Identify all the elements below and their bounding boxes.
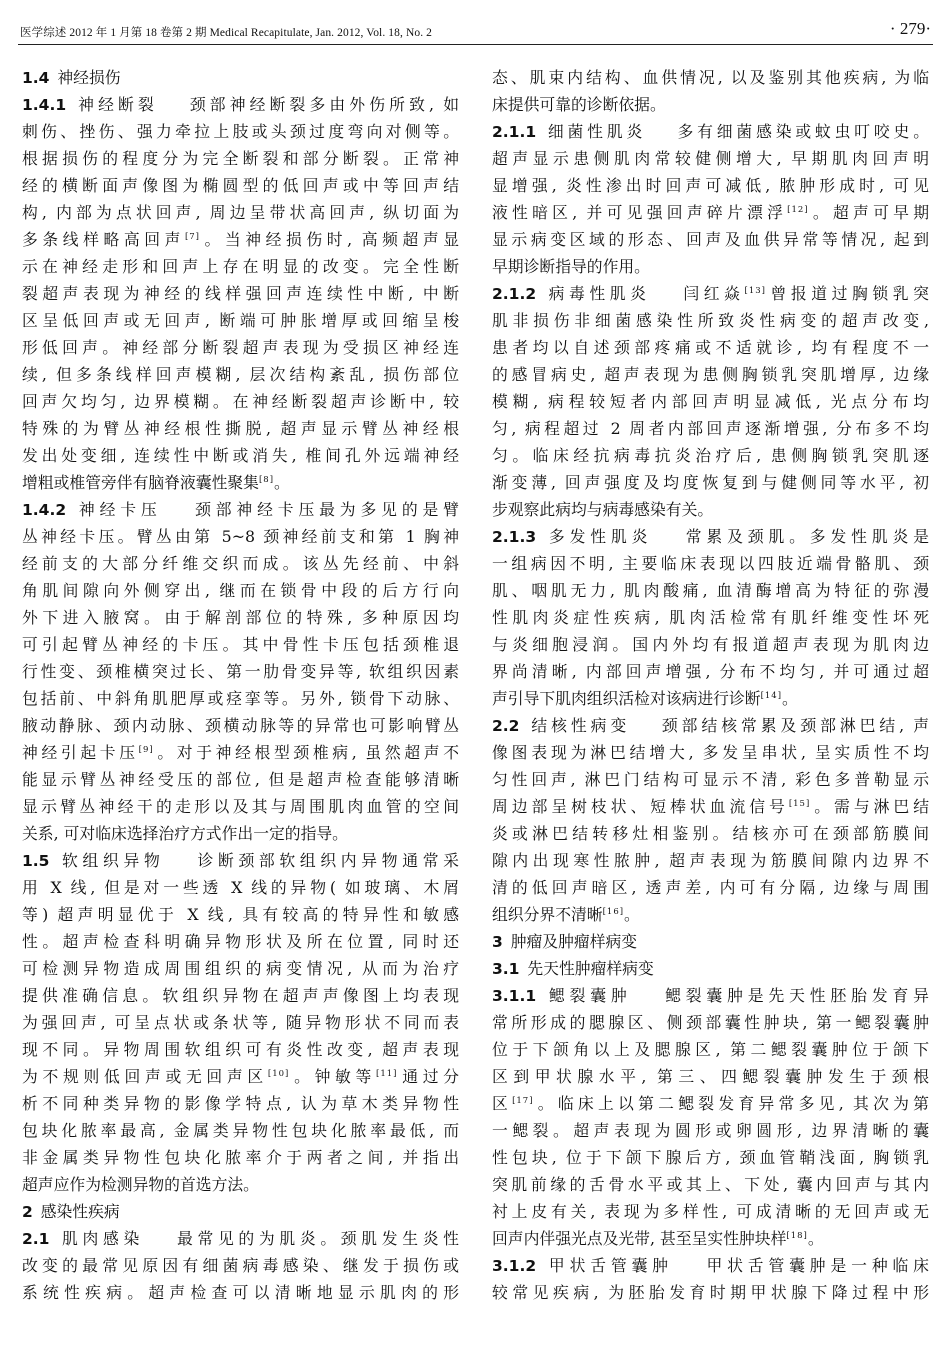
- section-number: 1.5: [22, 852, 50, 870]
- section-number: 1.4.2: [22, 501, 67, 519]
- section-title: 感染性疾病: [40, 1202, 120, 1221]
- text-line: [492, 388, 929, 415]
- text-line: [22, 955, 459, 982]
- text-line: [22, 766, 459, 793]
- text-line: [22, 334, 459, 361]
- text-line: [22, 928, 459, 955]
- body-text: 区: [492, 1094, 513, 1113]
- body-text: 显示臂丛神经干的走形以及其与周围肌肉血管的空间: [22, 797, 459, 816]
- citation-ref: [14]: [760, 691, 783, 701]
- running-header: [18, 18, 933, 45]
- text-line: [492, 496, 929, 523]
- citation-ref: [8]: [258, 475, 275, 485]
- body-text: 经前支的大部分纤维交织而成。该丛先经前、中斜: [22, 554, 459, 573]
- section-number: 2: [22, 1203, 33, 1221]
- body-text: 性包块, 位于下颌下腺后方, 颈血管鞘浅面, 胸锁乳: [492, 1148, 929, 1167]
- body-text: 甲状舌管囊肿是一种临床: [701, 1256, 929, 1275]
- text-line: [22, 604, 459, 631]
- section-number: 1.4: [22, 69, 50, 87]
- body-text: 清的低回声暗区, 透声差, 内可有分隔, 边缘与周围: [492, 878, 929, 897]
- text-line: [22, 442, 459, 469]
- body-text: 的感冒病史, 超声表现为患侧胸锁乳突肌增厚, 边缘: [492, 365, 929, 384]
- body-text: 周边部呈树枝状、短棒状血流信号: [492, 797, 789, 816]
- body-text: 。当神经损伤时, 高频超声显: [199, 230, 459, 249]
- section-number: 1.4.1: [22, 96, 67, 114]
- text-line: [22, 658, 459, 685]
- body-text: 界尚清晰, 内部回声增强, 分布不均匀, 并可通过超: [492, 662, 929, 681]
- body-text: 一鳃裂。超声表现为圆形或卵圆形, 边界清晰的囊: [492, 1121, 929, 1140]
- text-line: [22, 226, 459, 253]
- text-line: [492, 199, 929, 226]
- text-line: [492, 361, 929, 388]
- section-heading-line: [492, 280, 929, 307]
- citation-ref: [15]: [788, 799, 811, 809]
- body-text: 突肌前缘的舌骨水平或其上、下处, 囊内回声与其内: [492, 1175, 929, 1194]
- body-text: 可引起臂丛神经的卡压。其中骨性卡压包括颈椎退: [22, 635, 459, 654]
- body-text: 角肌间隙向外侧穿出, 继而在锁骨中段的后方行向: [22, 581, 459, 600]
- section-title: 肌肉感染: [57, 1229, 144, 1248]
- body-text: 。钟敏等: [289, 1067, 377, 1086]
- body-text: 超声显示患侧肌肉常较健侧增大, 早期肌肉回声明: [492, 149, 929, 168]
- text-line: [492, 847, 929, 874]
- body-text: 组织分界不清晰: [492, 905, 603, 924]
- section-number: 3.1: [492, 960, 520, 978]
- section-heading-line: [22, 91, 459, 118]
- citation-ref: [9]: [138, 745, 154, 755]
- body-text: 患者均以自述颈部疼痛或不适就诊, 均有程度不一: [492, 338, 929, 357]
- section-heading-line: [22, 496, 459, 523]
- body-text: 衬上皮有关, 表现为多样性, 可成清晰的无回声或无: [492, 1202, 929, 1221]
- text-line: [492, 172, 929, 199]
- section-title: 神经断裂: [74, 95, 158, 114]
- section-number: 2.1.2: [492, 285, 537, 303]
- body-text: 改变的最常见原因有细菌病毒感染、继发于损伤或: [22, 1256, 459, 1275]
- text-line: [492, 793, 929, 820]
- body-text: 回声欠均匀, 边界模糊。在神经断裂超声诊断中, 较: [22, 392, 459, 411]
- body-text: 床提供可靠的诊断依据。: [492, 95, 666, 114]
- text-line: [492, 820, 929, 847]
- body-text: 匀, 病程超过 2 周者内部回声逐渐增强, 分布多不均: [492, 419, 929, 438]
- body-text: 析不同种类异物的影像学特点, 认为草木类异物性: [22, 1094, 459, 1113]
- text-line: [22, 1063, 459, 1090]
- body-text: 系统性疾病。超声检查可以清晰地显示肌肉的形: [22, 1283, 459, 1302]
- text-line: [492, 631, 929, 658]
- text-line: [22, 523, 459, 550]
- body-text: 能显示臂丛神经受压的部位, 但是超声检查能够清晰: [22, 770, 459, 789]
- body-text: 非金属类异物性包块化脓率介于两者之间, 并指出: [22, 1148, 459, 1167]
- body-text: 液性暗区, 并可见强回声碎片漂浮: [492, 203, 788, 222]
- text-line: [492, 469, 929, 496]
- text-line: [492, 550, 929, 577]
- section-title: 结核性病变: [527, 716, 631, 735]
- body-text: 可检测异物造成周围组织的病变情况, 从而为治疗: [22, 959, 459, 978]
- body-text: 超声应作为检测异物的首选方法。: [22, 1175, 259, 1194]
- body-text: 。: [274, 473, 290, 492]
- body-text: 匀。临床经抗病毒抗炎治疗后, 患侧胸锁乳突肌逐: [492, 446, 929, 465]
- section-heading-line: [492, 1252, 929, 1279]
- body-text: 发出处变细, 连续性中断或消失, 椎间孔外远端神经: [22, 446, 459, 465]
- text-line: [492, 64, 929, 91]
- body-text: 续, 但多条线样回声模糊, 层次结构紊乱, 损伤部位: [22, 365, 459, 384]
- text-line: [492, 577, 929, 604]
- body-text: 区呈低回声或无回声, 断端可肿胀增厚或回缩呈梭: [22, 311, 459, 330]
- body-text: 一组病因不明, 主要临床表现以四肢近端骨骼肌、颈: [492, 554, 929, 573]
- citation-ref: [17]: [512, 1096, 534, 1106]
- text-line: [492, 1198, 929, 1225]
- text-line: [492, 145, 929, 172]
- text-line: [492, 874, 929, 901]
- body-text: 性。超声检查科明确异物形状及所在位置, 同时还: [22, 932, 459, 951]
- body-text: 外下进入腋窝。由于解剖部位的特殊, 多种原因均: [22, 608, 459, 627]
- body-text: 鳃裂囊肿是先天性胚胎发育异: [660, 986, 929, 1005]
- text-line: [22, 253, 459, 280]
- left-column: [22, 64, 459, 1306]
- text-line: [492, 1279, 929, 1306]
- text-line: [22, 1279, 459, 1306]
- body-text: 增粗或椎管旁伴有脑脊液囊性聚集: [22, 473, 259, 492]
- body-text: 曾报道过胸锁乳突: [765, 284, 929, 303]
- text-line: [22, 793, 459, 820]
- body-text: 步观察此病均与病毒感染有关。: [492, 500, 714, 519]
- body-text: 多有细菌感染或蚊虫叮咬史。: [673, 122, 929, 141]
- body-text: 多条线样略高回声: [22, 230, 185, 249]
- body-text: 显示病变区域的形态、回声及血供异常等情况, 起到: [492, 230, 929, 249]
- body-text: 通过分: [397, 1067, 459, 1086]
- body-text: 颈部神经卡压最为多见的是臂: [190, 500, 459, 519]
- body-text: 位于下颌角以上及腮腺区, 第二鳃裂囊肿位于颌下: [492, 1040, 929, 1059]
- text-line: [22, 712, 459, 739]
- section-title: 鳃裂囊肿: [544, 986, 632, 1005]
- body-text: 刺伤、挫伤、强力牵拉上肢或头颈过度弯向对侧等。: [22, 122, 459, 141]
- section-number: 2.1.3: [492, 528, 537, 546]
- text-line: [22, 1009, 459, 1036]
- body-text: 颈部结核常累及颈部淋巴结, 声: [657, 716, 929, 735]
- text-line: [22, 118, 459, 145]
- text-line: [22, 1252, 459, 1279]
- citation-ref: [7]: [184, 232, 200, 242]
- citation-ref: [11]: [376, 1069, 398, 1079]
- body-text: 隙内出现寒性脓肿, 超声表现为筋膜间隙内边界不: [492, 851, 929, 870]
- section-title: 病毒性肌炎: [544, 284, 651, 303]
- text-line: [492, 1144, 929, 1171]
- text-line: [492, 766, 929, 793]
- body-text: 像图表现为淋巴结增大, 多发呈串状, 呈实质性不均: [492, 743, 929, 762]
- citation-ref: [12]: [787, 205, 809, 215]
- text-line: [492, 442, 929, 469]
- body-text: 行性变、颈椎横突过长、第一肋骨变异等, 软组织因素: [22, 662, 459, 681]
- section-title: 神经损伤: [57, 68, 121, 87]
- section-number: 3.1.2: [492, 1257, 537, 1275]
- text-line: [22, 820, 459, 847]
- section-number: 2.2: [492, 717, 520, 735]
- body-text: 。: [807, 1229, 824, 1248]
- text-line: [22, 631, 459, 658]
- body-text: 形低回声。神经部分断裂超声表现为受损区神经连: [22, 338, 459, 357]
- body-text: 裂超声表现为神经的线样强回声连续性中断, 中断: [22, 284, 459, 303]
- text-line: [22, 199, 459, 226]
- text-line: [22, 361, 459, 388]
- text-line: [492, 658, 929, 685]
- text-line: [22, 307, 459, 334]
- text-line: [22, 1171, 459, 1198]
- text-line: [22, 685, 459, 712]
- body-text: 较常见疾病, 为胚胎发育时期甲状腺下降过程中形: [492, 1283, 929, 1302]
- text-line: [22, 415, 459, 442]
- section-heading-line: [492, 955, 929, 982]
- body-text: 为不规则低回声或无回声区: [22, 1067, 268, 1086]
- text-line: [22, 388, 459, 415]
- section-heading-line: [492, 712, 929, 739]
- body-text: 特殊的为臂丛神经根性撕脱, 超声显示臂丛神经根: [22, 419, 459, 438]
- body-text: 匀性回声, 淋巴门结构可显示不清, 彩色多普勒显示: [492, 770, 929, 789]
- text-line: [492, 1225, 929, 1252]
- text-line: [492, 334, 929, 361]
- text-line: [492, 604, 929, 631]
- body-text: 与炎细胞浸润。国内外均有报道超声表现为肌肉边: [492, 635, 929, 654]
- text-line: [492, 91, 929, 118]
- body-text: 丛神经卡压。臂丛由第 5~8 颈神经前支和第 1 胸神: [22, 527, 459, 546]
- body-text: 。需与淋巴结: [810, 797, 929, 816]
- text-line: [492, 739, 929, 766]
- body-text: 提供准确信息。软组织异物在超声声像图上均表现: [22, 986, 459, 1005]
- body-text: 诊断颈部软组织内异物通常采: [192, 851, 459, 870]
- body-text: 区到甲状腺水平, 第三、四鳃裂囊肿发生于颈根: [492, 1067, 929, 1086]
- section-heading-line: [22, 1198, 459, 1225]
- text-line: [22, 1090, 459, 1117]
- section-title: 细菌性肌炎: [544, 122, 647, 141]
- text-line: [22, 874, 459, 901]
- page-number: · 279·: [889, 19, 931, 38]
- body-text: 关系, 可对临床选择治疗方式作出一定的指导。: [22, 824, 348, 843]
- body-text: 示在神经走形和回声上存在明显的改变。完全性断: [22, 257, 459, 276]
- section-heading-line: [22, 1225, 459, 1252]
- body-text: 根据损伤的程度分为完全断裂和部分断裂。正常神: [22, 149, 459, 168]
- text-line: [492, 1090, 929, 1117]
- text-line: [492, 253, 929, 280]
- body-text: 态、肌束内结构、血供情况, 以及鉴别其他疾病, 为临: [492, 68, 929, 87]
- body-text: 。临床上以第二鳃裂发育异常多见, 其次为第: [533, 1094, 929, 1113]
- text-line: [492, 1063, 929, 1090]
- body-text: 等) 超声明显优于 X 线, 具有较高的特异性和敏感: [22, 905, 459, 924]
- body-text: 神经引起卡压: [22, 743, 139, 762]
- text-line: [492, 1117, 929, 1144]
- citation-ref: [18]: [786, 1231, 808, 1241]
- body-text: 性肌肉炎症性疾病, 肌肉活检常有肌纤维变性坏死: [492, 608, 929, 627]
- text-line: [492, 685, 929, 712]
- body-text: 显增强, 炎性渗出时回声可减低, 脓肿形成时, 可见: [492, 176, 929, 195]
- text-line: [22, 1036, 459, 1063]
- text-line: [22, 550, 459, 577]
- text-line: [492, 1036, 929, 1063]
- section-title: 先天性肿瘤样病变: [527, 959, 654, 978]
- body-text: 肌非损伤非细菌感染性所致炎性病变的超声改变,: [492, 311, 929, 330]
- text-line: [22, 145, 459, 172]
- section-title: 肿瘤及肿瘤样病变: [510, 932, 638, 951]
- right-column: [492, 64, 929, 1306]
- body-text: 闫红焱: [678, 284, 745, 303]
- body-text: 构, 内部为点状回声, 周边呈带状高回声, 纵切面为: [22, 203, 459, 222]
- text-line: [492, 901, 929, 928]
- section-title: 甲状舌管囊肿: [544, 1256, 673, 1275]
- section-title: 多发性肌炎: [544, 527, 653, 546]
- body-text: 早期诊断指导的作用。: [492, 257, 650, 276]
- body-text: 声引导下肌肉组织活检对该病进行诊断: [492, 689, 761, 708]
- citation-ref: [10]: [267, 1069, 290, 1079]
- text-line: [492, 307, 929, 334]
- text-line: [22, 280, 459, 307]
- text-line: [492, 415, 929, 442]
- body-text: 现不同。异物周围软组织可有炎性改变, 超声表现: [22, 1040, 459, 1059]
- section-heading-line: [492, 523, 929, 550]
- text-line: [22, 577, 459, 604]
- text-line: [492, 226, 929, 253]
- text-line: [22, 1117, 459, 1144]
- body-text: 用 X 线, 但是对一些透 X 线的异物( 如玻璃、木屑: [22, 878, 459, 897]
- body-text: 常累及颈肌。多发性肌炎是: [680, 527, 929, 546]
- section-number: 2.1: [22, 1230, 50, 1248]
- section-number: 3: [492, 933, 503, 951]
- body-text: 炎或淋巴结转移灶相鉴别。结核亦可在颈部筋膜间: [492, 824, 929, 843]
- journal-citation: 医学综述 2012 年 1 月第 18 卷第 2 期 Medical Recapitulate, Jan. 2012, Vol. 18, No. 2: [20, 27, 432, 39]
- text-line: [22, 982, 459, 1009]
- citation-ref: [16]: [602, 907, 625, 917]
- body-text: 包括前、中斜角肌肥厚或痉挛等。另外, 锁骨下动脉、: [22, 689, 459, 708]
- body-text: 回声内伴强光点及光带, 甚至呈实性肿块样: [492, 1229, 787, 1248]
- body-text: 包块化脓率最高, 金属类异物性包块化脓率最低, 而: [22, 1121, 459, 1140]
- section-heading-line: [492, 928, 929, 955]
- body-text: 。对于神经根型颈椎病, 虽然超声不: [153, 743, 459, 762]
- body-text: 最常见的为肌炎。颈肌发生炎性: [172, 1229, 459, 1248]
- section-number: 2.1.1: [492, 123, 537, 141]
- body-text: 肌、咽肌无力, 肌肉酸痛, 血清酶增高为特征的弥漫: [492, 581, 929, 600]
- body-text: 经的横断面声像图为椭圆型的低回声或中等回声结: [22, 176, 459, 195]
- section-number: 3.1.1: [492, 987, 537, 1005]
- body-text: 渐变薄, 回声强度及均度恢复到与健侧同等水平, 初: [492, 473, 929, 492]
- body-text: 颈部神经断裂多由外伤所致, 如: [185, 95, 459, 114]
- section-heading-line: [492, 118, 929, 145]
- section-heading-line: [22, 847, 459, 874]
- section-title: 神经卡压: [74, 500, 162, 519]
- section-heading-line: [492, 982, 929, 1009]
- section-title: 软组织异物: [57, 851, 165, 870]
- text-line: [22, 172, 459, 199]
- text-line: [22, 469, 459, 496]
- text-line: [22, 1144, 459, 1171]
- citation-ref: [13]: [744, 286, 766, 296]
- body-text: 模糊, 病程较短者内部回声明显减低, 光点分布均: [492, 392, 929, 411]
- body-text: 。: [624, 905, 640, 924]
- body-text: 。超声可早期: [808, 203, 929, 222]
- text-line: [22, 739, 459, 766]
- body-text: 腋动静脉、颈内动脉、颈横动脉等的异常也可影响臂丛: [22, 716, 459, 735]
- body-text: 常所形成的腮腺区、侧颈部囊性肿块, 第一鳃裂囊肿: [492, 1013, 929, 1032]
- text-line: [492, 1009, 929, 1036]
- body-text: 。: [782, 689, 798, 708]
- body-text: 为强回声, 可呈点状或条状等, 随异物形状不同而表: [22, 1013, 459, 1032]
- section-heading-line: [22, 64, 459, 91]
- text-line: [22, 901, 459, 928]
- text-line: [492, 1171, 929, 1198]
